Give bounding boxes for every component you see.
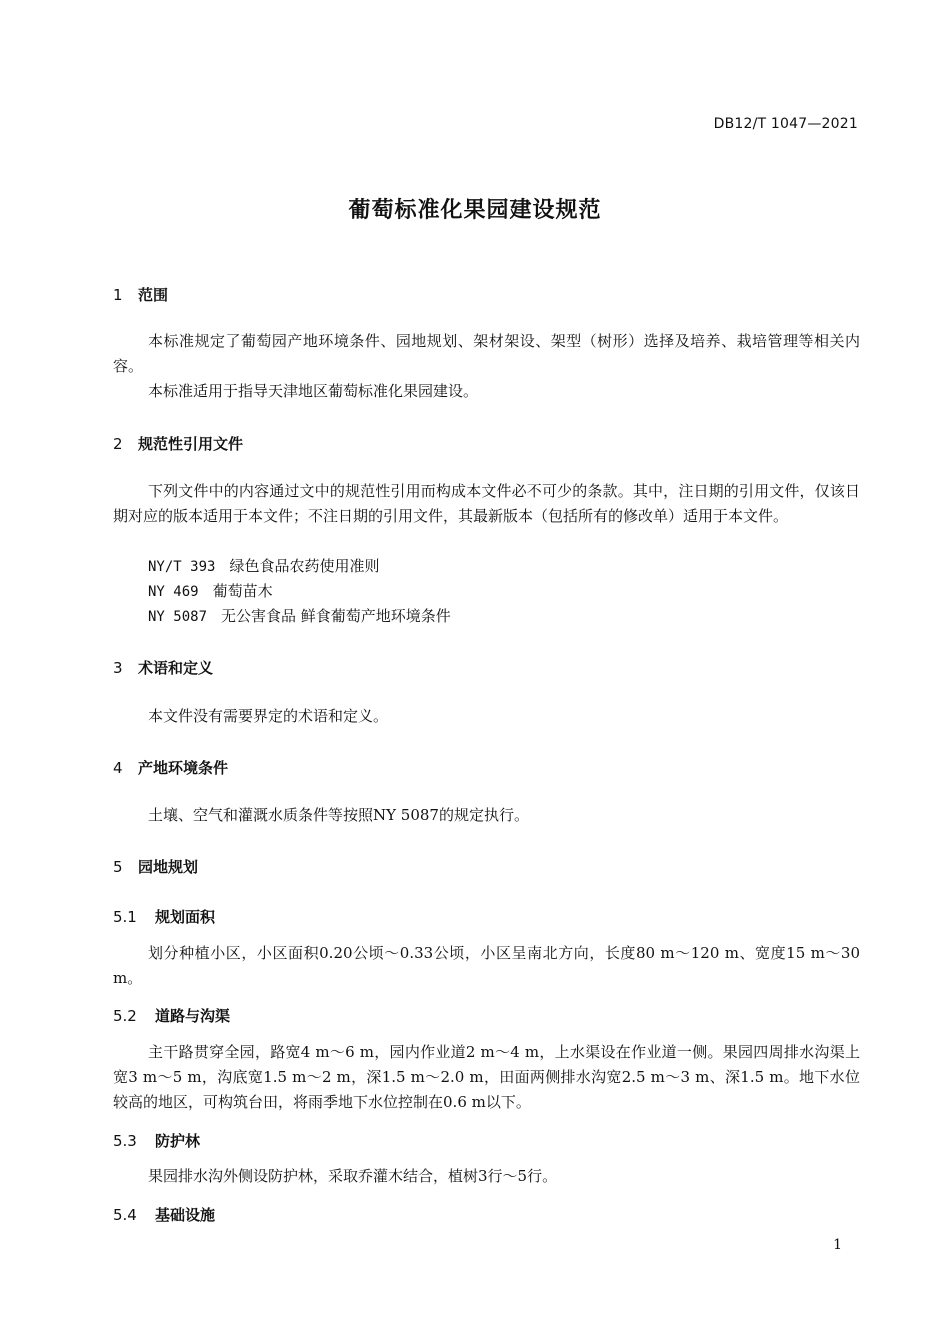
subsection-number: 5.4 [113, 1206, 137, 1224]
reference-code: NY/T 393 [148, 559, 216, 575]
section-3-paragraph-1: 本文件没有需要界定的术语和定义。 [148, 707, 389, 725]
subsection-title: 基础设施 [155, 1206, 216, 1224]
reference-item [148, 579, 273, 605]
section-2-heading [113, 433, 243, 454]
section-1-paragraph-2: 本标准适用于指导天津地区葡萄标准化果园建设。 [148, 382, 479, 400]
section-number: 5 [113, 858, 123, 876]
section-title: 术语和定义 [138, 659, 214, 677]
section-number: 2 [113, 435, 123, 453]
subsection-title: 规划面积 [155, 908, 216, 926]
reference-name: 葡萄苗木 [212, 582, 273, 600]
subsection-title: 道路与沟渠 [155, 1007, 231, 1025]
subsection-5-1-heading [113, 906, 215, 927]
subsection-5-4-heading [113, 1204, 215, 1225]
subsection-5-2-paragraph: 主干路贯穿全园，路宽4 m～6 m，园内作业道2 m～4 m，上水渠设在作业道一侧。果园四周排水沟渠上宽3 m～5 m，沟底宽1.5 m～2 m，深1.5 m～2.0 m，田面两侧排水沟宽2.5 m～3 m、深1.5 m。地下水位较高的地区，可构筑台田，将雨季地下水位控制在0.6 m以下。 [113, 1043, 860, 1111]
reference-item [148, 554, 379, 580]
standard-code: DB12/T 1047—2021 [713, 116, 858, 132]
subsection-number: 5.1 [113, 908, 137, 926]
reference-name: 无公害食品 鲜食葡萄产地环境条件 [221, 607, 451, 625]
section-title: 规范性引用文件 [138, 435, 244, 453]
subsection-5-3-paragraph: 果园排水沟外侧设防护林，采取乔灌木结合，植树3行～5行。 [148, 1167, 558, 1185]
reference-code: NY 469 [148, 584, 199, 600]
section-2-paragraph-1: 下列文件中的内容通过文中的规范性引用而构成本文件必不可少的条款。其中，注日期的引用文件，仅该日期对应的版本适用于本文件；不注日期的引用文件，其最新版本（包括所有的修改单）适用于本文件。 [113, 482, 860, 525]
section-title: 园地规划 [138, 858, 199, 876]
reference-name: 绿色食品农药使用准则 [229, 557, 380, 575]
section-1-paragraph-1: 本标准规定了葡萄园产地环境条件、园地规划、架材架设、架型（树形）选择及培养、栽培管理等相关内容。 [113, 332, 860, 375]
document-title: 葡萄标准化果园建设规范 [348, 198, 602, 223]
section-number: 4 [113, 759, 123, 777]
section-title: 产地环境条件 [138, 759, 229, 777]
section-title: 范围 [138, 286, 169, 304]
reference-item [148, 604, 451, 630]
section-4-paragraph-1: 土壤、空气和灌溉水质条件等按照NY 5087的规定执行。 [148, 806, 529, 824]
section-5-heading [113, 856, 198, 877]
section-3-heading [113, 657, 213, 678]
reference-code: NY 5087 [148, 609, 208, 625]
subsection-title: 防护林 [155, 1132, 201, 1150]
subsection-number: 5.2 [113, 1007, 137, 1025]
subsection-5-2-heading [113, 1005, 230, 1026]
section-number: 1 [113, 286, 123, 304]
subsection-number: 5.3 [113, 1132, 137, 1150]
section-number: 3 [113, 659, 123, 677]
subsection-5-1-paragraph: 划分种植小区，小区面积0.20公顷～0.33公顷，小区呈南北方向，长度80 m～120 m、宽度15 m～30 m。 [113, 944, 860, 987]
subsection-5-3-heading [113, 1130, 200, 1151]
section-1-heading [113, 284, 168, 305]
section-4-heading [113, 757, 228, 778]
page-number: 1 [833, 1237, 842, 1253]
